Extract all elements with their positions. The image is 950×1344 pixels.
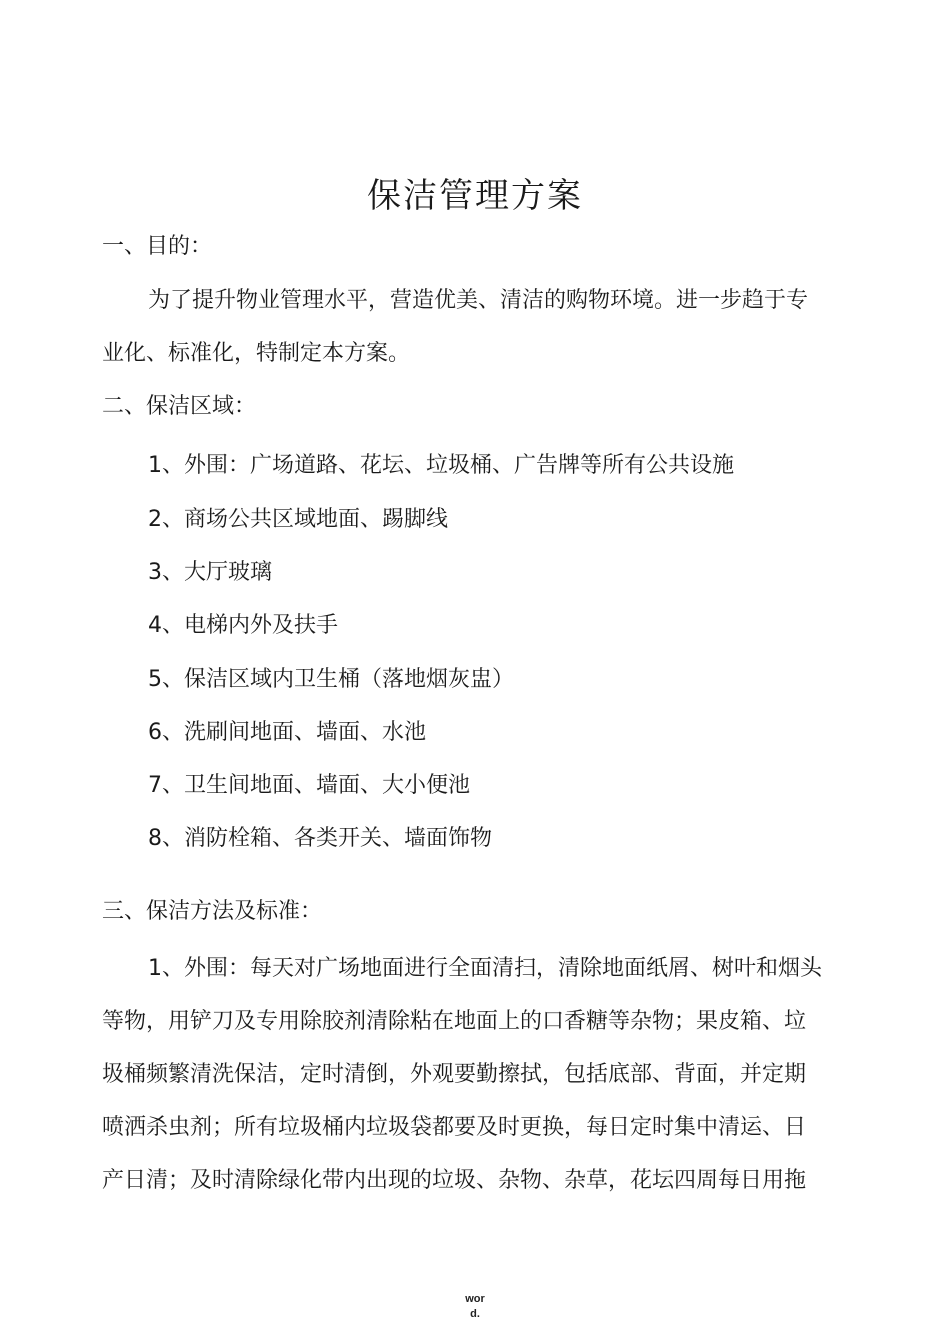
footer-line: d. <box>470 1308 480 1320</box>
page-footer <box>0 1292 950 1322</box>
paragraph-line: 为了提升物业管理水平，营造优美、清洁的购物环境。进一步趋于专 <box>148 288 809 313</box>
paragraph-line: 喷洒杀虫剂；所有垃圾桶内垃圾袋都要及时更换，每日定时集中清运、日 <box>102 1115 807 1140</box>
list-item: 2、商场公共区域地面、踢脚线 <box>148 507 448 532</box>
list-item: 7、卫生间地面、墙面、大小便池 <box>148 773 470 798</box>
paragraph-line: 等物，用铲刀及专用除胶剂清除粘在地面上的口香糖等杂物；果皮箱、垃 <box>102 1009 807 1034</box>
list-item: 1、外围：广场道路、花坛、垃圾桶、广告牌等所有公共设施 <box>148 453 734 478</box>
list-item: 4、电梯内外及扶手 <box>148 613 338 638</box>
section-heading-areas: 二、保洁区域： <box>102 394 257 419</box>
section-heading-purpose: 一、目的： <box>102 234 213 259</box>
list-item: 5、保洁区域内卫生桶（落地烟灰盅） <box>148 667 514 692</box>
section-heading-methods: 三、保洁方法及标准： <box>102 899 323 924</box>
paragraph-line: 业化、标准化，特制定本方案。 <box>102 341 411 366</box>
list-item: 3、大厅玻璃 <box>148 560 272 585</box>
footer-line: wor <box>465 1293 485 1305</box>
paragraph-line: 1、外围：每天对广场地面进行全面清扫，清除地面纸屑、树叶和烟头 <box>148 956 822 981</box>
paragraph-line: 圾桶频繁清洗保洁，定时清倒，外观要勤擦拭，包括底部、背面，并定期 <box>102 1062 807 1087</box>
list-item: 6、洗刷间地面、墙面、水池 <box>148 720 426 745</box>
paragraph-line: 产日清；及时清除绿化带内出现的垃圾、杂物、杂草，花坛四周每日用拖 <box>102 1168 807 1193</box>
list-item: 8、消防栓箱、各类开关、墙面饰物 <box>148 826 492 851</box>
document-title: 保洁管理方案 <box>367 176 583 216</box>
